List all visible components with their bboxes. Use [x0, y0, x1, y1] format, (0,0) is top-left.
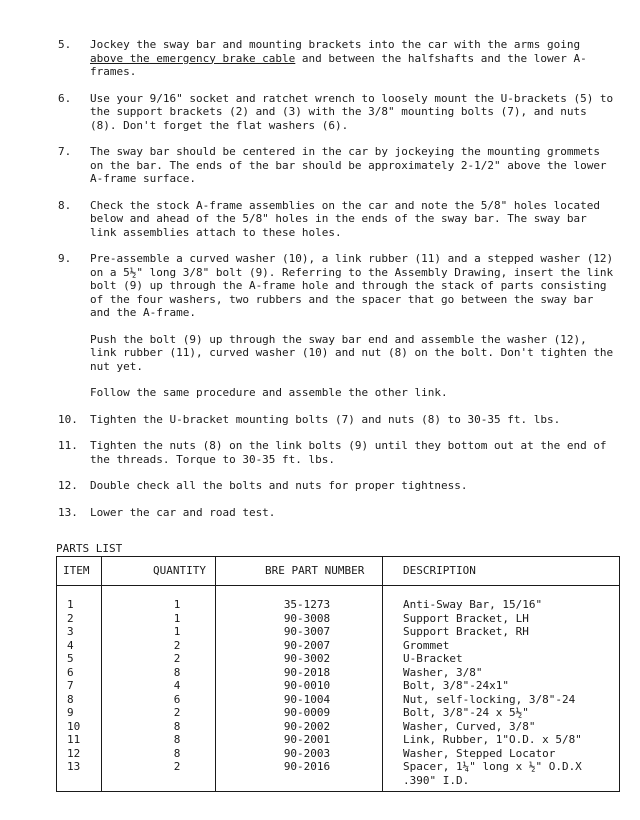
underlined-phrase: above the emergency brake cable [90, 51, 296, 65]
description-cell: Nut, self-locking, 3/8"-24 [403, 692, 576, 706]
step-number: 11. [58, 439, 78, 452]
item-cell: 4 [67, 638, 74, 652]
step-text: Lower the car and road test. [90, 505, 276, 519]
step-7 [58, 145, 618, 186]
description-cell: Bolt, 3/8"-24x1" [403, 679, 509, 692]
quantity-cell: 8 [173, 719, 181, 733]
part-number-cell: 90-3008 [283, 611, 331, 625]
description-cell: Spacer, 1¼" long x ½" O.D.X [403, 760, 582, 773]
part-number-cell: 90-0010 [283, 679, 331, 692]
step-paragraph: Follow the same procedure and assemble the other link. [90, 386, 448, 399]
parts-rows [57, 598, 619, 787]
step-number: 13. [58, 505, 78, 519]
step-text: Double check all the bolts and nuts for proper tightness. [90, 479, 468, 492]
step-11 [58, 439, 618, 466]
part-number-cell: 35-1273 [283, 598, 331, 611]
step-8 [58, 199, 618, 240]
step-number: 12. [58, 479, 78, 492]
item-cell: 1 [67, 598, 74, 611]
part-number-cell: 90-2018 [283, 665, 331, 679]
item-cell: 6 [67, 665, 74, 679]
part-number-cell: 90-2002 [283, 719, 331, 733]
table-row [57, 625, 619, 639]
table-row [57, 760, 619, 774]
quantity-cell: 1 [173, 611, 181, 625]
part-number-cell: 90-2001 [283, 733, 331, 746]
step-number: 6. [58, 91, 72, 105]
quantity-cell: 8 [173, 733, 181, 746]
step-text: The sway bar should be centered in the car by jockeying the mounting grommets on the bar. The ends of the bar should be approximately 2-1/2" above the lower A-frame surface. [90, 145, 607, 185]
header-item: ITEM [63, 564, 90, 577]
description-cell: Washer, Stepped Locator [403, 746, 556, 760]
part-number-cell: 90-1004 [283, 692, 331, 706]
part-number-cell: 90-2003 [283, 746, 331, 760]
part-number-cell: 90-3007 [283, 625, 331, 638]
part-number-cell: 90-2007 [283, 638, 331, 652]
step-text: Tighten the nuts (8) on the link bolts (9) until they bottom out at the end of the threads. Torque to 30-35 ft. lbs. [90, 439, 607, 466]
table-row [57, 598, 619, 612]
step-5 [58, 38, 618, 79]
step-text: Tighten the U-bracket mounting bolts (7) and nuts (8) to 30-35 ft. lbs. [90, 412, 561, 426]
step-paragraph: Push the bolt (9) up through the sway bar end and assemble the washer (12), link rubber (11), curved washer (10) and nut (8) on the bolt. Don't tighten the nut yet. [90, 332, 614, 373]
table-row [57, 652, 619, 666]
quantity-cell: 6 [173, 692, 181, 706]
description-cell: Washer, 3/8" [403, 665, 483, 679]
item-cell: 11 [67, 733, 81, 746]
quantity-cell: 8 [173, 746, 181, 760]
step-number: 8. [58, 198, 72, 212]
step-text: Jockey the sway bar and mounting brackets into the car with the arms going above the emergency brake cable and between the halfshafts and the lower A-frames. [90, 38, 587, 78]
step-number: 10. [58, 412, 78, 426]
item-cell: 8 [67, 692, 74, 706]
item-cell: 3 [67, 625, 74, 638]
step-6 [58, 92, 618, 133]
table-row [57, 693, 619, 707]
description-cell: Link, Rubber, 1"O.D. x 5/8" [403, 733, 582, 746]
table-row [57, 639, 619, 653]
step-text: Check the stock A-frame assemblies on the car and note the 5/8" holes located below and ahead of the 5/8" holes in the ends of the sway bar. The sway bar link assemblies attach to these holes. [90, 198, 600, 239]
header-part-number: BRE PART NUMBER [265, 564, 365, 577]
description-cell: Bolt, 3/8"-24 x 5½" [403, 706, 529, 719]
description-cell: U-Bracket [403, 652, 463, 665]
item-cell: 5 [67, 652, 74, 665]
description-cell: Support Bracket, LH [403, 611, 529, 625]
parts-list-caption: PARTS LIST [56, 542, 123, 555]
table-row [57, 612, 619, 626]
step-9 [58, 252, 618, 400]
table-row [57, 679, 619, 693]
description-cell: Anti-Sway Bar, 15/16" [403, 598, 543, 611]
item-cell: 9 [67, 706, 74, 719]
part-number-cell: 90-0009 [283, 706, 331, 719]
item-cell: 13 [67, 760, 81, 773]
table-row [57, 706, 619, 720]
table-row [57, 747, 619, 761]
step-paragraph: Pre-assemble a curved washer (10), a link rubber (11) and a stepped washer (12) on a 5½" long 3/8" bolt (9). Referring to the Assembly Drawing, insert the link bolt (9) up through the A-frame hole and through the stack of parts consisting of the four washers, two rubbers and the spacer that go between the sway bar and the A-frame. [90, 252, 614, 319]
description-cell: .390" I.D. [403, 773, 470, 787]
table-row [57, 666, 619, 680]
quantity-cell: 8 [173, 665, 181, 679]
quantity-cell: 4 [173, 679, 181, 692]
quantity-cell: 1 [173, 598, 181, 611]
quantity-cell: 2 [173, 638, 181, 652]
step-10 [58, 413, 618, 427]
header-quantity: QUANTITY [153, 564, 206, 577]
quantity-cell: 1 [173, 625, 181, 638]
step-12 [58, 479, 618, 493]
parts-table [56, 556, 620, 792]
header-divider [57, 585, 619, 586]
item-cell: 12 [67, 746, 81, 760]
description-cell: Grommet [403, 638, 450, 652]
step-number: 9. [58, 252, 72, 265]
table-row [57, 733, 619, 747]
description-cell: Support Bracket, RH [403, 625, 529, 638]
quantity-cell: 2 [173, 760, 181, 773]
item-cell: 10 [67, 719, 81, 733]
step-13 [58, 506, 618, 520]
step-text: Use your 9/16" socket and ratchet wrench to loosely mount the U-brackets (5) to the support brackets (2) and (3) with the 3/8" mounting bolts (7), and nuts (8). Don't forget the flat washers (6). [90, 91, 614, 132]
step-number: 7. [58, 145, 72, 158]
description-cell: Washer, Curved, 3/8" [403, 719, 536, 733]
quantity-cell: 2 [173, 706, 181, 719]
part-number-cell: 90-2016 [283, 760, 331, 773]
quantity-cell: 2 [173, 652, 181, 665]
part-number-cell: 90-3002 [283, 652, 331, 665]
item-cell: 2 [67, 611, 74, 625]
table-row [57, 720, 619, 734]
table-row-continuation [57, 774, 619, 788]
step-number: 5. [58, 38, 72, 51]
header-description: DESCRIPTION [403, 564, 476, 577]
item-cell: 7 [67, 679, 74, 692]
instruction-steps [58, 38, 618, 532]
